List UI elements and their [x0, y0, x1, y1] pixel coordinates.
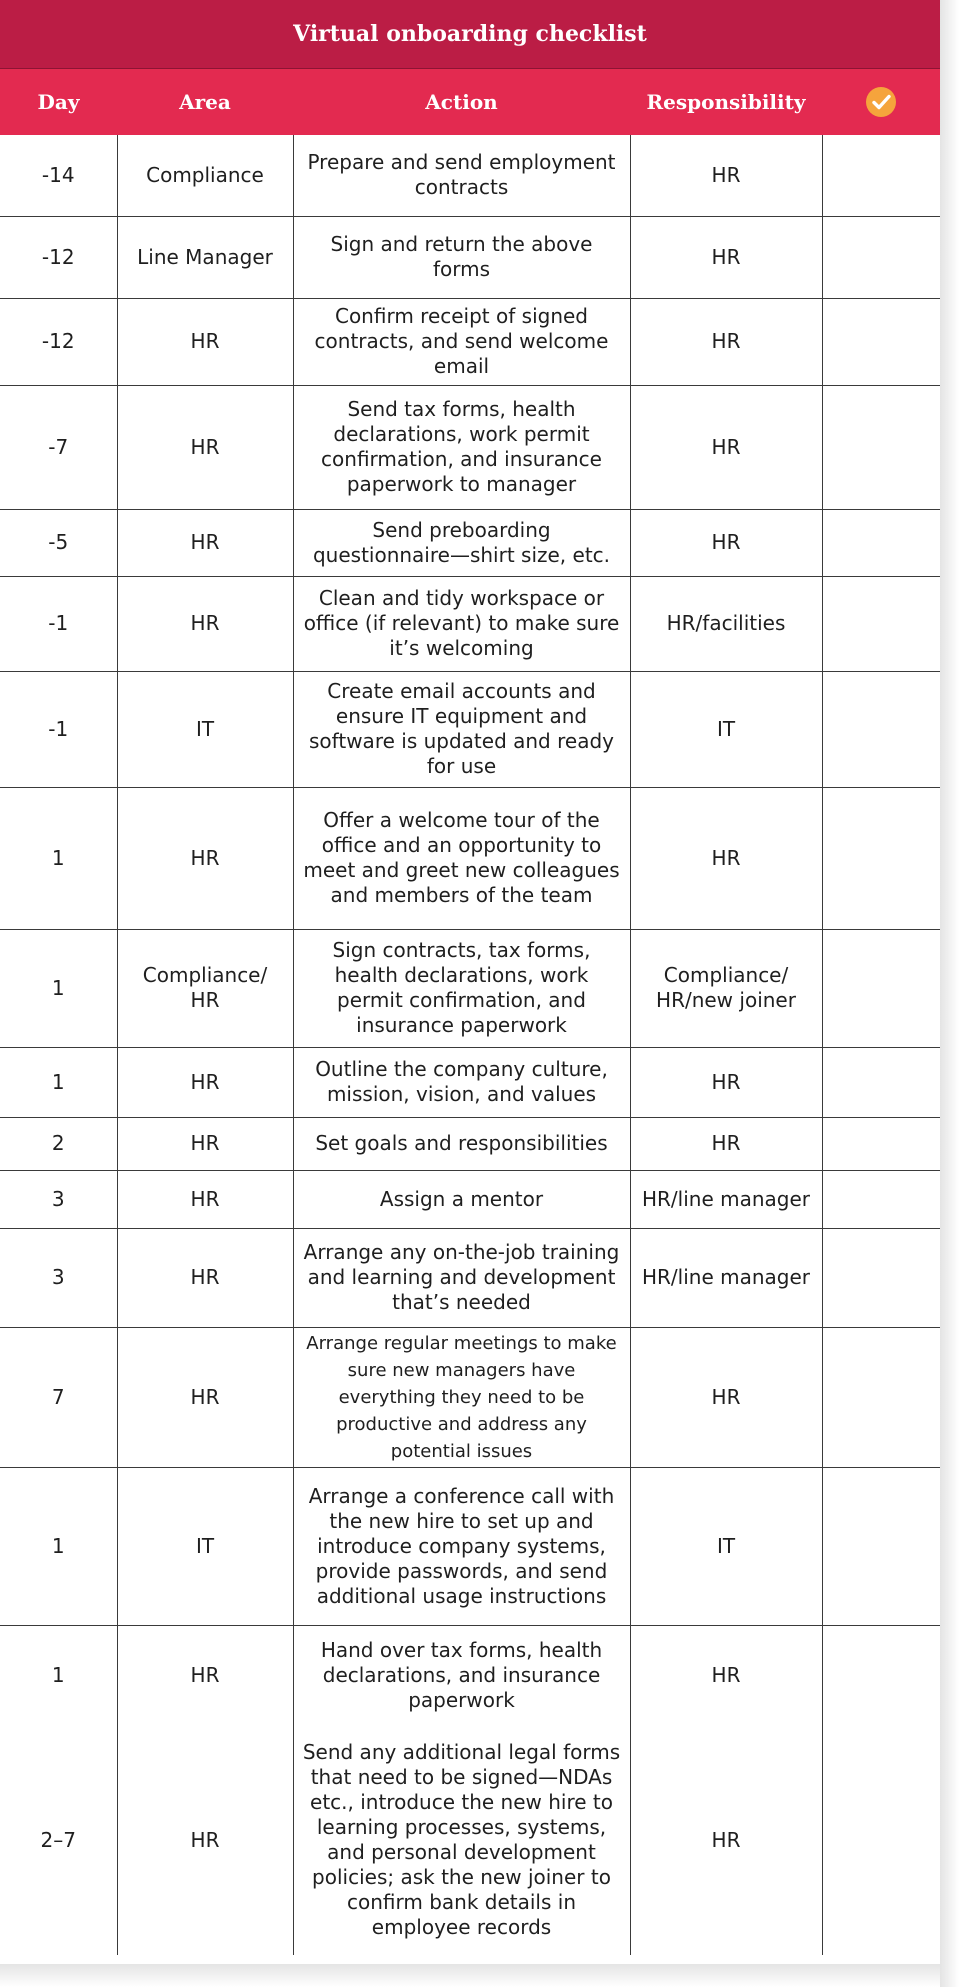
responsibility-cell: IT [630, 1467, 822, 1625]
checkbox-cell[interactable] [822, 135, 940, 216]
table-row [0, 1228, 940, 1327]
action-cell: Assign a mentor [293, 1170, 630, 1228]
header-row [0, 69, 940, 135]
action-cell: Clean and tidy workspace or office (if relevant) to make sure it’s welcoming [293, 576, 630, 671]
area-cell: IT [117, 671, 293, 787]
area-cell: HR [117, 298, 293, 385]
day-cell: 1 [0, 1467, 117, 1625]
day-cell: -12 [0, 216, 117, 298]
area-cell: HR [117, 1327, 293, 1467]
responsibility-cell: HR [630, 135, 822, 216]
table-body [0, 135, 940, 1955]
day-cell: 1 [0, 929, 117, 1047]
responsibility-cell: HR [630, 1047, 822, 1117]
table-row [0, 929, 940, 1047]
checklist-table [0, 69, 940, 1955]
responsibility-cell: HR [630, 385, 822, 509]
day-cell: 2 [0, 1117, 117, 1170]
table-row [0, 787, 940, 929]
checkbox-cell[interactable] [822, 509, 940, 576]
day-cell: -12 [0, 298, 117, 385]
table-row [0, 1725, 940, 1955]
responsibility-cell: HR/facilities [630, 576, 822, 671]
table-row [0, 385, 940, 509]
action-cell: Offer a welcome tour of the office and an opportunity to meet and greet new colleagues and members of the team [293, 787, 630, 929]
action-cell: Send preboarding questionnaire—shirt size, etc. [293, 509, 630, 576]
action-cell: Prepare and send employment contracts [293, 135, 630, 216]
day-cell: 1 [0, 787, 117, 929]
action-cell: Create email accounts and ensure IT equipment and software is updated and ready for use [293, 671, 630, 787]
checkbox-cell[interactable] [822, 1117, 940, 1170]
responsibility-cell: HR [630, 1327, 822, 1467]
column-header-area: Area [117, 69, 293, 135]
responsibility-cell: Compliance/ HR/new joiner [630, 929, 822, 1047]
checkbox-cell[interactable] [822, 1228, 940, 1327]
checkbox-cell[interactable] [822, 298, 940, 385]
action-cell: Arrange regular meetings to make sure new managers have everything they need to be productive and address any potential issues [293, 1327, 630, 1467]
day-cell: -7 [0, 385, 117, 509]
page-shadow-bottom [0, 1964, 940, 1987]
table-row [0, 671, 940, 787]
checkbox-cell[interactable] [822, 1467, 940, 1625]
area-cell: HR [117, 509, 293, 576]
checkbox-cell[interactable] [822, 1725, 940, 1955]
table-row [0, 1467, 940, 1625]
checkmark-circle-icon [865, 86, 897, 118]
checkbox-cell[interactable] [822, 787, 940, 929]
day-cell: -14 [0, 135, 117, 216]
area-cell: Line Manager [117, 216, 293, 298]
action-cell: Sign and return the above forms [293, 216, 630, 298]
day-cell: 1 [0, 1047, 117, 1117]
action-cell: Arrange a conference call with the new hire to set up and introduce company systems, provide passwords, and send additional usage instructions [293, 1467, 630, 1625]
day-cell: -5 [0, 509, 117, 576]
table-row [0, 1117, 940, 1170]
area-cell: HR [117, 1625, 293, 1725]
area-cell: HR [117, 1170, 293, 1228]
table-row [0, 1625, 940, 1725]
responsibility-cell: HR/line manager [630, 1228, 822, 1327]
day-cell: 1 [51, 1662, 65, 1687]
column-header-done [822, 69, 940, 135]
day-cell: 2–7 [40, 1827, 76, 1852]
checkbox-cell[interactable] [822, 1625, 940, 1725]
column-header-responsibility: Responsibility [630, 69, 822, 135]
action-cell: Confirm receipt of signed contracts, and send welcome email [293, 298, 630, 385]
day-cell: 3 [0, 1170, 117, 1228]
day-cell: -1 [0, 671, 117, 787]
checkbox-cell[interactable] [822, 929, 940, 1047]
area-cell: HR [117, 1725, 293, 1955]
table-row [0, 135, 940, 216]
area-cell: IT [117, 1467, 293, 1625]
table-header [0, 69, 940, 135]
area-cell: Compliance/ HR [117, 929, 293, 1047]
responsibility-cell: HR [630, 298, 822, 385]
column-header-day: Day [0, 69, 117, 135]
area-cell: HR [117, 787, 293, 929]
area-cell: HR [117, 385, 293, 509]
day-cell: 3 [0, 1228, 117, 1327]
checkbox-cell[interactable] [822, 671, 940, 787]
area-cell: HR [117, 1047, 293, 1117]
action-cell: Arrange any on-the-job training and learning and development that’s needed [293, 1228, 630, 1327]
checkbox-cell[interactable] [822, 1170, 940, 1228]
action-cell: Outline the company culture, mission, vision, and values [293, 1047, 630, 1117]
responsibility-cell: HR [630, 1117, 822, 1170]
table-row [0, 1327, 940, 1467]
action-cell: Sign contracts, tax forms, health declarations, work permit confirmation, and insurance paperwork [293, 929, 630, 1047]
responsibility-cell: HR/line manager [630, 1170, 822, 1228]
action-cell: Send tax forms, health declarations, work permit confirmation, and insurance paperwork to manager [293, 385, 630, 509]
table-row [0, 216, 940, 298]
responsibility-cell: HR [630, 787, 822, 929]
table-row [0, 298, 940, 385]
checkbox-cell[interactable] [822, 576, 940, 671]
table-row [0, 576, 940, 671]
area-cell: HR [117, 1117, 293, 1170]
responsibility-cell: HR [630, 1725, 822, 1955]
table-row [0, 509, 940, 576]
responsibility-cell: HR [630, 509, 822, 576]
area-cell: HR [117, 576, 293, 671]
checkbox-cell[interactable] [822, 1047, 940, 1117]
table-row [0, 1170, 940, 1228]
responsibility-cell: HR [630, 1625, 822, 1725]
action-cell: Set goals and responsibilities [293, 1117, 630, 1170]
checkbox-cell[interactable] [822, 385, 940, 509]
day-cell: -1 [0, 576, 117, 671]
column-header-action: Action [293, 69, 630, 135]
area-cell: HR [117, 1228, 293, 1327]
area-cell: Compliance [117, 135, 293, 216]
responsibility-cell: HR [630, 216, 822, 298]
checkbox-cell[interactable] [822, 1327, 940, 1467]
action-cell: Send any additional legal forms that need to be signed—NDAs etc., introduce the new hire to learning processes, systems, and personal development policies; ask the new joiner to confirm bank details in employee records [293, 1725, 630, 1955]
page-shadow-right [940, 0, 959, 1987]
checkbox-cell[interactable] [822, 216, 940, 298]
table-row [0, 1047, 940, 1117]
action-cell: Hand over tax forms, health declarations, and insurance paperwork [293, 1625, 630, 1725]
responsibility-cell: IT [630, 671, 822, 787]
checklist-title: Virtual onboarding checklist [0, 0, 940, 69]
day-cell: 7 [0, 1327, 117, 1467]
